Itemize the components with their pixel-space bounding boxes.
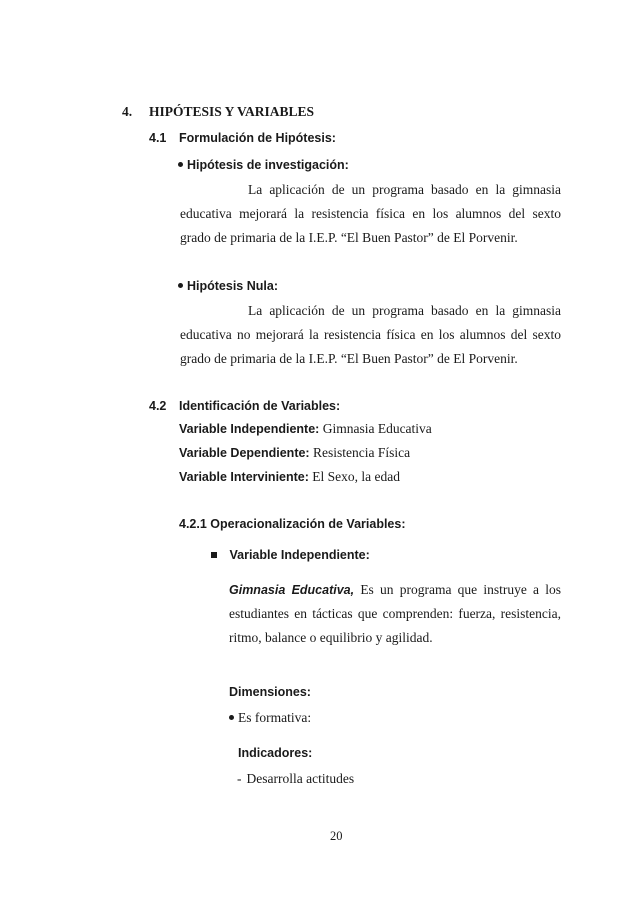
hypothesis-null-heading xyxy=(178,278,278,294)
indicator-item xyxy=(237,771,354,787)
subsection-number: 4.1 xyxy=(149,131,167,145)
paragraph-line: educativa no mejorará la resistencia física en los alumnos del sexto xyxy=(180,327,561,342)
section-number: 4. xyxy=(122,104,133,119)
hypothesis-null-text xyxy=(180,299,561,371)
subsection-title: Identificación de Variables: xyxy=(179,399,341,413)
variable-label: Variable Interviniente: xyxy=(179,470,309,484)
variable-value: Gimnasia Educativa xyxy=(322,421,432,436)
bullet-icon xyxy=(178,162,183,167)
hypothesis-null-label: Hipótesis Nula: xyxy=(187,279,278,293)
variable-label: Variable Independiente: xyxy=(179,422,320,436)
indicator-text: Desarrolla actitudes xyxy=(246,771,355,786)
bullet-icon xyxy=(229,715,234,720)
paragraph-line: ritmo, balance o equilibrio y agilidad. xyxy=(229,630,433,645)
variable-dependent-line xyxy=(179,445,410,461)
definition-text: Es un programa que instruye a los xyxy=(360,582,561,597)
dimension-text: Es formativa: xyxy=(238,710,312,725)
square-bullet-icon xyxy=(211,552,217,558)
paragraph-line xyxy=(229,578,561,602)
paragraph-line: grado de primaria de la I.E.P. “El Buen Pastor” de El Porvenir. xyxy=(180,230,518,245)
paragraph-line: educativa mejorará la resistencia física en los alumnos del sexto xyxy=(180,206,561,221)
indicators-label: Indicadores: xyxy=(238,746,313,760)
variable-value: Resistencia Física xyxy=(312,445,411,460)
page-number: 20 xyxy=(330,829,343,843)
hypothesis-investigation-heading xyxy=(178,157,349,173)
subsection-title: Formulación de Hipótesis: xyxy=(179,131,336,145)
operational-variable-label: Variable Independiente: xyxy=(229,548,370,562)
dimension-item xyxy=(229,710,311,726)
operational-variable-heading xyxy=(211,547,370,563)
definition-paragraph xyxy=(229,578,561,650)
subsubsection-title: 4.2.1 Operacionalización de Variables: xyxy=(179,517,406,531)
paragraph-line: estudiantes en tácticas que comprenden: fuerza, resistencia, xyxy=(229,606,561,621)
subsection-number: 4.2 xyxy=(149,399,167,413)
variable-intervening-line xyxy=(179,469,400,485)
dimensions-label: Dimensiones: xyxy=(229,685,311,699)
paragraph-line: grado de primaria de la I.E.P. “El Buen Pastor” de El Porvenir. xyxy=(180,351,518,366)
paragraph-line: La aplicación de un programa basado en la gimnasia xyxy=(248,182,561,197)
variable-independent-line xyxy=(179,421,432,437)
variable-label: Variable Dependiente: xyxy=(179,446,310,460)
variable-value: El Sexo, la edad xyxy=(312,469,401,484)
dash-icon: - xyxy=(237,771,242,786)
hypothesis-investigation-label: Hipótesis de investigación: xyxy=(187,158,349,172)
section-title: HIPÓTESIS Y VARIABLES xyxy=(149,104,315,119)
bullet-icon xyxy=(178,283,183,288)
hypothesis-investigation-text xyxy=(180,178,561,250)
definition-term: Gimnasia Educativa, xyxy=(229,583,355,597)
paragraph-line: La aplicación de un programa basado en la gimnasia xyxy=(248,303,561,318)
